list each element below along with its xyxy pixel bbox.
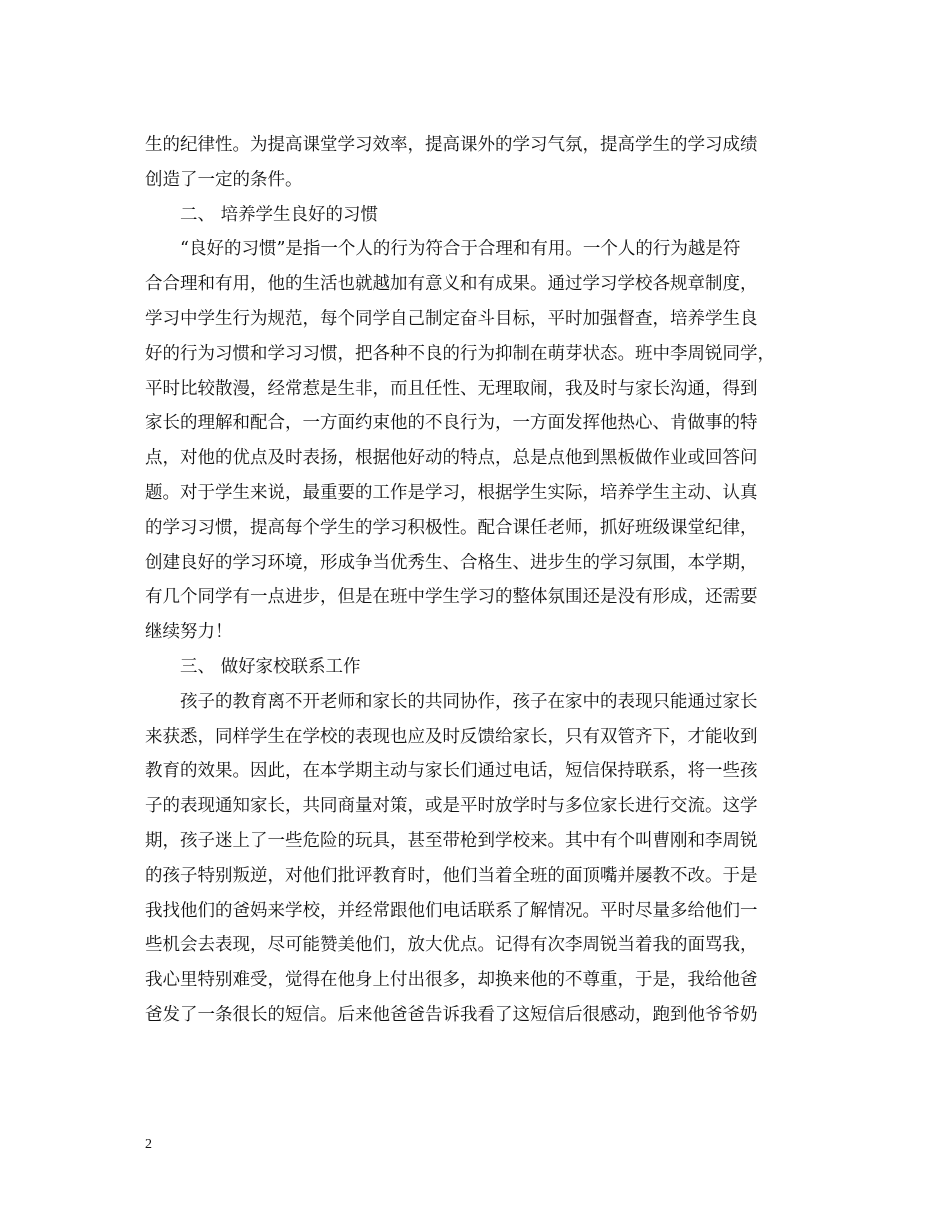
paragraph-first-line: 孩子的教育离不开老师和家长的共同协作，孩子在家中的表现只能通过家长 xyxy=(180,691,758,712)
section-heading: 二、 培养学生良好的习惯 xyxy=(180,204,379,225)
text-line: 我找他们的爸妈来学校，并经常跟他们电话联系了解情况。平时尽量多给他们一 xyxy=(145,900,758,921)
text-line: 题。对于学生来说，最重要的工作是学习，根据学生实际，培养学生主动、认真 xyxy=(145,482,758,503)
text-line: 爸发了一条很长的短信。后来他爸爸告诉我看了这短信后很感动，跑到他爷爷奶 xyxy=(145,1004,758,1025)
text-line: 创建良好的学习环境，形成争当优秀生、合格生、进步生的学习氛围，本学期， xyxy=(145,552,758,573)
paragraph-first-line: “良好的习惯”是指一个人的行为符合于合理和有用。一个人的行为越是符 xyxy=(180,239,741,260)
text-line: 子的表现通知家长，共同商量对策，或是平时放学时与多位家长进行交流。这学 xyxy=(145,796,758,817)
text-line: 教育的效果。因此，在本学期主动与家长们通过电话，短信保持联系，将一些孩 xyxy=(145,761,758,782)
text-line: 继续努力！ xyxy=(145,622,233,643)
text-line: 学习中学生行为规范，每个同学自己制定奋斗目标，平时加强督查，培养学生良 xyxy=(145,308,758,329)
text-line: 些机会去表现，尽可能赞美他们，放大优点。记得有次李周锐当着我的面骂我， xyxy=(145,935,758,956)
body-text xyxy=(145,128,810,1033)
text-line: 的孩子特别叛逆，对他们批评教育时，他们当着全班的面顶嘴并屡教不改。于是 xyxy=(145,865,758,886)
text-line: 来获悉，同样学生在学校的表现也应及时反馈给家长，只有双管齐下，才能收到 xyxy=(145,726,758,747)
text-line: 好的行为习惯和学习习惯，把各种不良的行为抑制在萌芽状态。班中李周锐同学， xyxy=(145,343,775,364)
text-line: 我心里特别难受，觉得在他身上付出很多，却换来他的不尊重，于是，我给他爸 xyxy=(145,970,758,991)
text-line: 生的纪律性。为提高课堂学习效率，提高课外的学习气氛，提高学生的学习成绩 xyxy=(145,135,758,155)
text-line: 有几个同学有一点进步，但是在班中学生学习的整体氛围还是没有形成，还需要 xyxy=(145,587,758,608)
text-line: 点，对他的优点及时表扬，根据他好动的特点，总是点他到黑板做作业或回答问 xyxy=(145,448,758,469)
text-line: 平时比较散漫，经常惹是生非，而且任性、无理取闹，我及时与家长沟通，得到 xyxy=(145,378,758,399)
text-line: 合合理和有用，他的生活也就越加有意义和有成果。通过学习学校各规章制度， xyxy=(145,274,758,295)
text-line: 创造了一定的条件。 xyxy=(145,169,303,190)
text-line: 期，孩子迷上了一些危险的玩具，甚至带枪到学校来。其中有个叫曹刚和李周锐 xyxy=(145,830,758,851)
page-number: 2 xyxy=(145,1137,152,1152)
section-heading: 三、 做好家校联系工作 xyxy=(180,656,361,677)
text-line: 的学习习惯，提高每个学生的学习积极性。配合课任老师，抓好班级课堂纪律， xyxy=(145,517,758,538)
text-line: 家长的理解和配合，一方面约束他的不良行为，一方面发挥他热心、肯做事的特 xyxy=(145,413,758,434)
